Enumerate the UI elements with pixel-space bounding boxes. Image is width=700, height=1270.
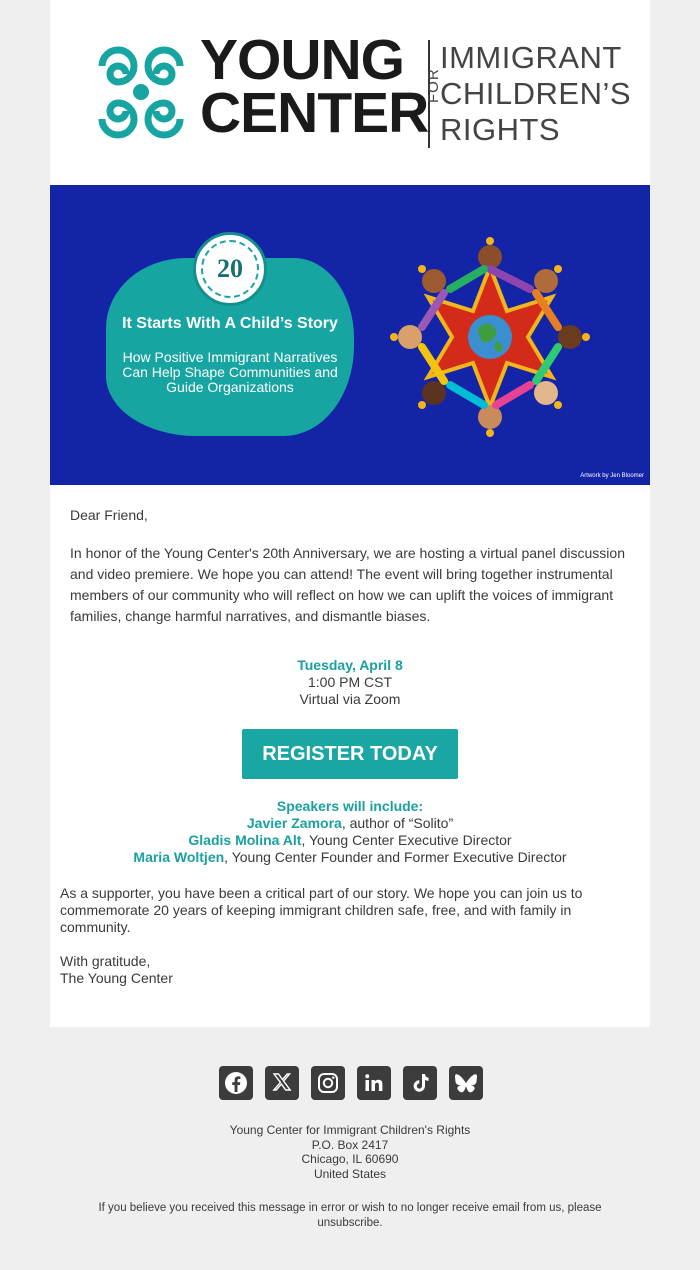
logo-for-text: FOR (425, 68, 442, 103)
speaker-item (50, 832, 650, 849)
logo-wordmark (200, 28, 429, 145)
x-icon[interactable] (265, 1066, 299, 1100)
banner-title: It Starts With A Child’s Story (122, 315, 338, 332)
disclaimer-suffix: . (379, 1216, 383, 1229)
disclaimer-text: If you believe you received this message in error or wish to no longer receive email from us, please (98, 1202, 602, 1214)
logo-tagline (440, 40, 631, 148)
address-line: P.O. Box 2417 (311, 1137, 389, 1152)
bluesky-icon[interactable] (449, 1066, 483, 1100)
anniversary-badge (193, 232, 267, 306)
greeting: Dear Friend, (70, 507, 148, 523)
address-line: Chicago, IL 60690 (301, 1152, 399, 1166)
speakers-list (50, 798, 650, 866)
speaker-item (50, 815, 650, 832)
logo-young-text: YOUNG (200, 28, 405, 92)
speaker-role: , author of “Solito” (341, 815, 454, 831)
anniversary-badge-number: 20 (201, 240, 259, 298)
mailing-address (0, 1123, 700, 1181)
tagline-line: IMMIGRANT (440, 40, 622, 75)
address-line: United States (313, 1166, 387, 1181)
speaker-role: , Young Center Executive Director (301, 832, 512, 848)
banner-subtitle: How Positive Immigrant Narratives Can Help Shape Communities and Guide Organizations (122, 349, 338, 395)
supporter-paragraph: As a supporter, you have been a critical part of our story. We hope you can join us to commemorate 20 years of keeping immigrant children safe, free, and with family in community. (60, 885, 583, 935)
speaker-item (50, 849, 650, 866)
logo-header (50, 0, 650, 185)
event-time: 1:00 PM CST (307, 674, 393, 690)
tiktok-icon[interactable] (403, 1066, 437, 1100)
linkedin-icon[interactable] (357, 1066, 391, 1100)
speaker-name: Gladis Molina Alt (188, 832, 302, 848)
event-date: Tuesday, April 8 (297, 657, 403, 673)
unsubscribe-disclaimer (80, 1201, 620, 1230)
email-card (50, 0, 650, 1027)
logo-center-text: CENTER (200, 81, 429, 145)
intro-paragraph: In honor of the Young Center's 20th Anniversary, we are hosting a virtual panel discussion and video premiere. We hope you can attend! The event will bring together instrumental members of our community who will reflect on how we can uplift the voices of immigrant families, change harmful narratives, and dismantle biases. (70, 545, 625, 624)
young-center-logo-mark (94, 36, 188, 149)
speaker-name: Javier Zamora (246, 815, 342, 831)
social-links (219, 1066, 483, 1100)
event-location: Virtual via Zoom (299, 691, 401, 707)
signoff-line: With gratitude, (60, 953, 151, 969)
event-details (50, 657, 650, 708)
unsubscribe-link[interactable]: unsubscribe (317, 1216, 380, 1229)
facebook-icon[interactable] (219, 1066, 253, 1100)
tagline-line: CHILDREN’S (440, 76, 632, 111)
signoff (60, 953, 630, 987)
instagram-icon[interactable] (311, 1066, 345, 1100)
speaker-name: Maria Woltjen (133, 849, 225, 865)
speaker-role: , Young Center Founder and Former Executive Director (224, 849, 567, 865)
signature: The Young Center (60, 970, 173, 986)
address-line: Young Center for Immigrant Children's Rights (229, 1123, 471, 1137)
children-circle-artwork (385, 235, 595, 440)
event-banner[interactable] (50, 185, 650, 485)
speakers-heading: Speakers will include: (276, 798, 424, 814)
tagline-line: RIGHTS (440, 112, 561, 147)
register-today-button[interactable]: REGISTER TODAY (242, 729, 458, 779)
artwork-credit: Artwork by Jen Bloomer (580, 473, 644, 479)
